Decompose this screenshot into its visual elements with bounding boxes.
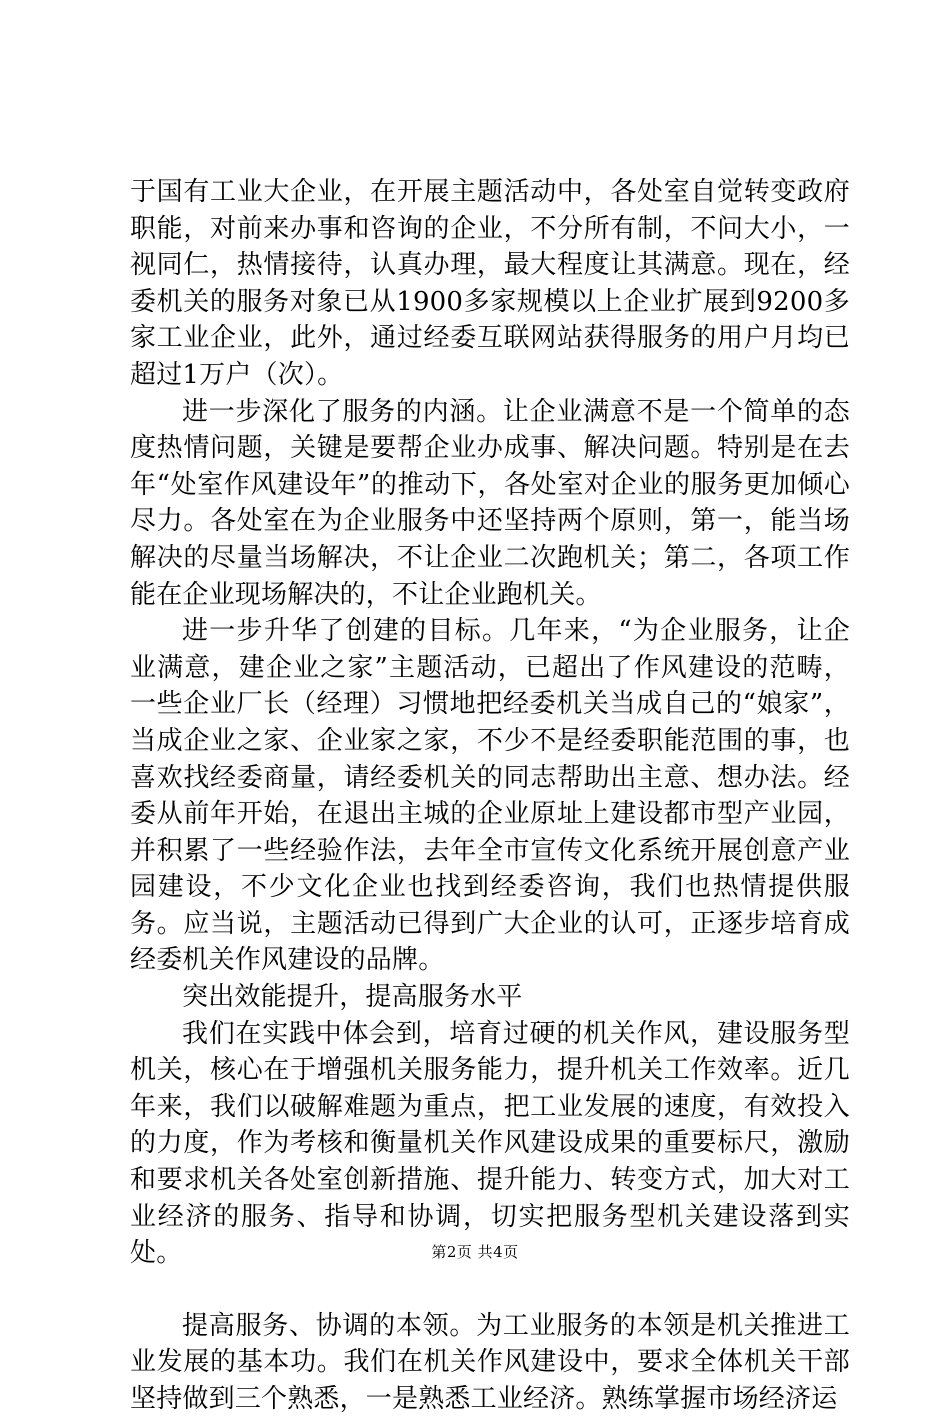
paragraph-goal-elevation: 进一步升华了创建的目标。几年来，“为企业服务，让企业满意，建企业之家”主题活动，已超出了作风建设的范畴，一些企业厂长（经理）习惯地把经委机关当成自己的“娘家”，当成企业之家、企业家之家，不少不是经委职能范围的事，也喜欢找经委商量，请经委机关的同志帮助出主意、想办法。经委从前年开始，在退出主城的企业原址上建设都市型产业园，并积累了一些经验作法，去年全市宣传文化系统开展创意产业园建设，不少文化企业也找到经委咨询，我们也热情提供服务。应当说，主题活动已得到广大企业的认可，正逐步培育成经委机关作风建设的品牌。: [130, 616, 850, 976]
section-heading: 突出效能提升，提高服务水平: [182, 982, 523, 1013]
paragraph-efficiency: 我们在实践中体会到，培育过硬的机关作风，建设服务型机关，核心在于增强机关服务能力，提升机关工作效率。近几年来，我们以破解难题为重点，把工业发展的速度，有效投入的力度，作为考核和衡量机关作风建设成果的重要标尺，激励和要求机关各处室创新措施、提升能力、转变方式，加大对工业经济的服务、指导和协调，切实把服务型机关建设落到实处。: [130, 1018, 850, 1269]
page-footer: 第2页 共4页: [431, 1243, 519, 1261]
paragraph-continuation: 于国有工业大企业，在开展主题活动中，各处室自觉转变政府职能，对前来办事和咨询的企业，不分所有制，不问大小，一视同仁，热情接待，认真办理，最大程度让其满意。现在，经委机关的服务对象已从1900多家规模以上企业扩展到9200多家工业企业，此外，通过经委互联网站获得服务的用户月均已超过1万户（次）。: [130, 177, 850, 390]
document-body: [130, 174, 850, 1418]
paragraph-service-depth: 进一步深化了服务的内涵。让企业满意不是一个简单的态度热情问题，关键是要帮企业办成事、解决问题。特别是在去年“处室作风建设年”的推动下，各处室对企业的服务更加倾心尽力。各处室在为企业服务中还坚持两个原则，第一，能当场解决的尽量当场解决，不让企业二次跑机关；第二，各项工作能在企业现场解决的，不让企业跑机关。: [130, 396, 850, 610]
paragraph-coordination-skills: 提高服务、协调的本领。为工业服务的本领是机关推进工业发展的基本功。我们在机关作风建设中，要求全体机关干部坚持做到三个熟悉，一是熟悉工业经济。熟练掌握市场经济运: [130, 1310, 850, 1414]
